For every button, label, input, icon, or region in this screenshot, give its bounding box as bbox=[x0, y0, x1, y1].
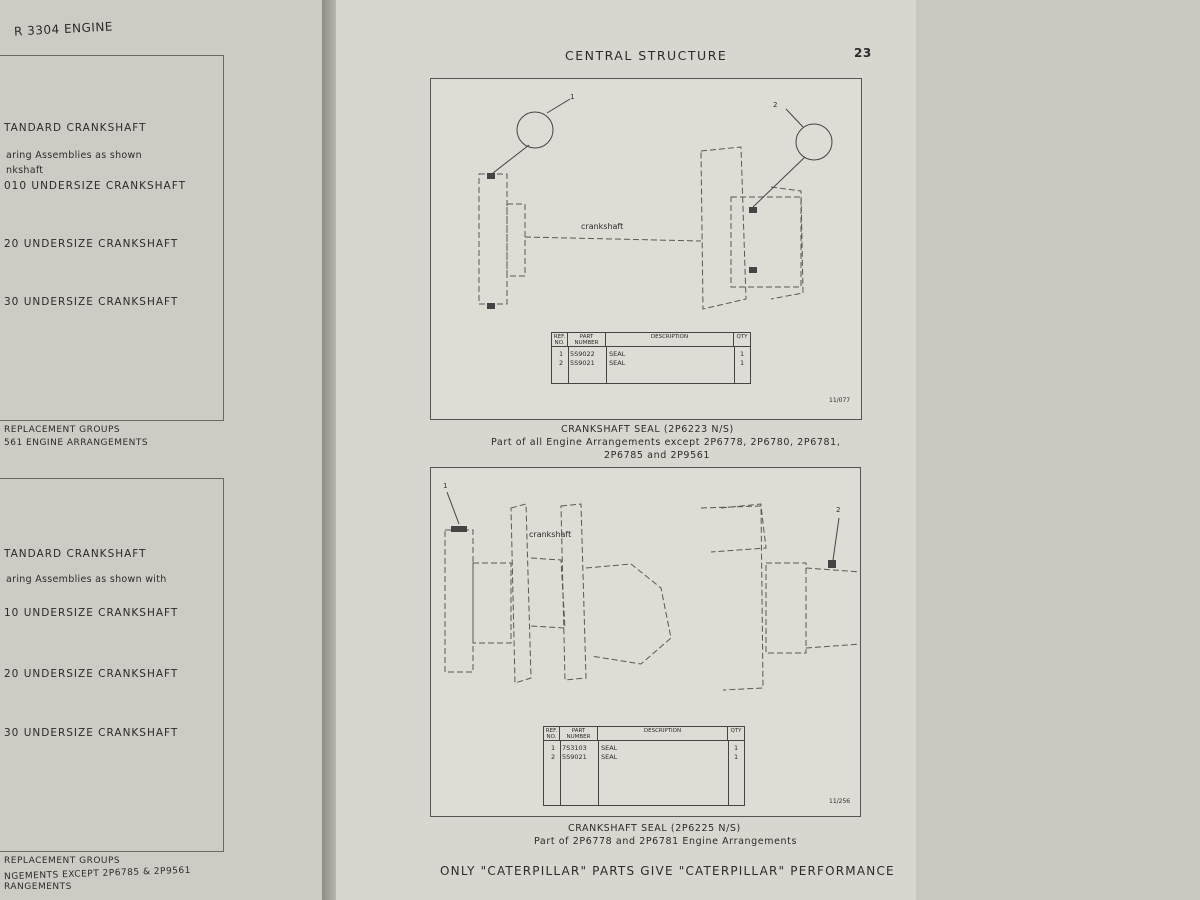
lower-parts-box bbox=[0, 478, 224, 852]
column-header: DESCRIPTION bbox=[606, 333, 734, 347]
page-number: 23 bbox=[854, 46, 872, 60]
list-item: TANDARD CRANKSHAFT bbox=[4, 548, 147, 560]
column-header: QTY bbox=[734, 333, 750, 347]
list-item: 20 UNDERSIZE CRANKSHAFT bbox=[4, 238, 179, 250]
crankshaft-seal-figure-2 bbox=[430, 467, 861, 817]
parts-table bbox=[551, 332, 751, 384]
table-cell: 5S9022 bbox=[570, 350, 595, 358]
table-cell: SEAL bbox=[601, 744, 618, 752]
table-cell: 2 bbox=[559, 359, 564, 367]
column-header: PART NUMBER bbox=[568, 333, 606, 347]
list-item: 010 UNDERSIZE CRANKSHAFT bbox=[4, 180, 186, 192]
section-header: CENTRAL STRUCTURE bbox=[565, 48, 728, 63]
callout-number: 1 bbox=[570, 93, 575, 101]
caption-text: NGEMENTS EXCEPT 2P6785 & 2P9561 bbox=[3, 865, 192, 883]
column-header: REF. NO. bbox=[544, 727, 560, 741]
list-item: 10 UNDERSIZE CRANKSHAFT bbox=[4, 607, 179, 619]
table-cell: 1 bbox=[551, 744, 556, 752]
crankshaft-seal-figure-1 bbox=[430, 78, 862, 420]
table-cell: 1 bbox=[734, 753, 739, 761]
illustration-number: 11/256 bbox=[829, 798, 851, 805]
note-text: aring Assemblies as shown with bbox=[6, 574, 167, 585]
crankshaft-label: crankshaft bbox=[529, 530, 572, 539]
table-cell: SEAL bbox=[609, 350, 626, 358]
book-gutter bbox=[322, 0, 336, 900]
note-text: nkshaft bbox=[6, 165, 44, 176]
column-header: QTY bbox=[728, 727, 744, 741]
table-cell: 1 bbox=[559, 350, 564, 358]
background-surface bbox=[916, 0, 1200, 900]
figure-caption: Part of 2P6778 and 2P6781 Engine Arrangements bbox=[534, 836, 798, 847]
caption-text: REPLACEMENT GROUPS bbox=[4, 856, 121, 866]
table-cell: SEAL bbox=[601, 753, 618, 761]
table-cell: 1 bbox=[734, 744, 739, 752]
table-cell: SEAL bbox=[609, 359, 626, 367]
caption-text: REPLACEMENT GROUPS bbox=[4, 425, 121, 435]
caption-text: RANGEMENTS bbox=[4, 882, 72, 892]
illustration-number: 11/077 bbox=[829, 397, 851, 404]
figure-caption: 2P6785 and 2P9561 bbox=[604, 450, 711, 461]
column-header: DESCRIPTION bbox=[598, 727, 728, 741]
left-page bbox=[0, 0, 324, 900]
list-item: 30 UNDERSIZE CRANKSHAFT bbox=[4, 727, 179, 739]
callout-number: 2 bbox=[836, 506, 841, 514]
figure-caption: Part of all Engine Arrangements except 2P6778, 2P6780, 2P6781, bbox=[491, 437, 841, 448]
list-item: 20 UNDERSIZE CRANKSHAFT bbox=[4, 668, 179, 680]
table-cell: 7S3103 bbox=[562, 744, 587, 752]
right-page bbox=[336, 0, 916, 900]
left-page-title: R 3304 ENGINE bbox=[13, 19, 114, 39]
list-item: TANDARD CRANKSHAFT bbox=[4, 122, 147, 134]
callout-number: 2 bbox=[773, 101, 778, 109]
callout-number: 1 bbox=[443, 482, 448, 490]
parts-table bbox=[543, 726, 745, 806]
caption-text: 561 ENGINE ARRANGEMENTS bbox=[4, 438, 149, 448]
column-header: REF. NO. bbox=[552, 333, 568, 347]
figure-caption-title: CRANKSHAFT SEAL (2P6223 N/S) bbox=[561, 424, 734, 435]
table-cell: 1 bbox=[740, 350, 745, 358]
table-cell: 5S9021 bbox=[562, 753, 587, 761]
column-header: PART NUMBER bbox=[560, 727, 598, 741]
table-cell: 2 bbox=[551, 753, 556, 761]
note-text: aring Assemblies as shown bbox=[6, 150, 142, 161]
page-footer: ONLY "CATERPILLAR" PARTS GIVE "CATERPILLAR" PERFORMANCE bbox=[440, 864, 895, 878]
table-cell: 5S9021 bbox=[570, 359, 595, 367]
crankshaft-label: crankshaft bbox=[581, 222, 624, 231]
list-item: 30 UNDERSIZE CRANKSHAFT bbox=[4, 296, 179, 308]
figure-caption-title: CRANKSHAFT SEAL (2P6225 N/S) bbox=[568, 823, 741, 834]
table-cell: 1 bbox=[740, 359, 745, 367]
